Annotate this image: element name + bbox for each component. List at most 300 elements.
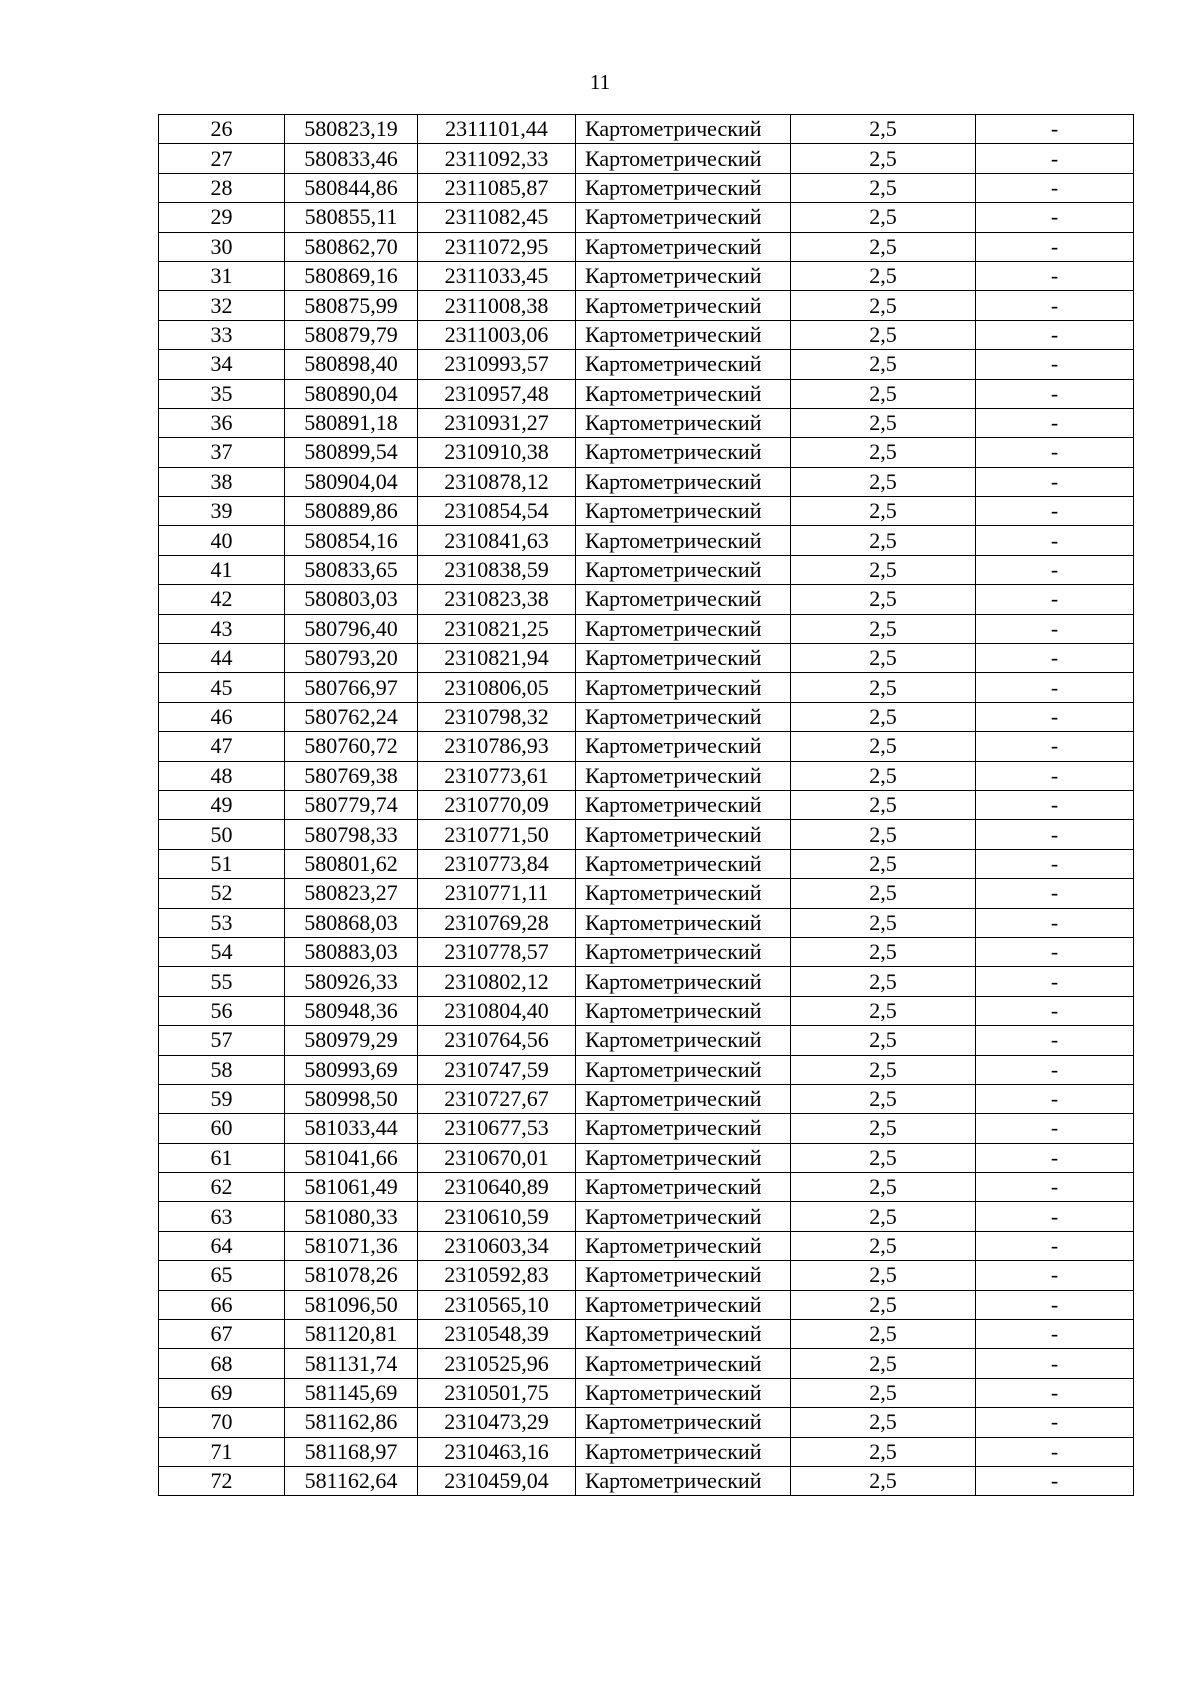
y-coordinate-cell: 2310473,29 <box>418 1408 576 1437</box>
point-number-cell: 62 <box>159 1173 285 1202</box>
x-coordinate-cell: 580899,54 <box>285 438 418 467</box>
y-coordinate-cell: 2311101,44 <box>418 115 576 144</box>
x-coordinate-cell: 580760,72 <box>285 732 418 761</box>
table-row <box>159 849 1134 878</box>
x-coordinate-cell: 580862,70 <box>285 232 418 261</box>
method-cell: Картометрический <box>576 879 791 908</box>
accuracy-cell: 2,5 <box>791 1114 976 1143</box>
point-number-cell: 26 <box>159 115 285 144</box>
x-coordinate-cell: 580769,38 <box>285 761 418 790</box>
y-coordinate-cell: 2311085,87 <box>418 173 576 202</box>
y-coordinate-cell: 2310786,93 <box>418 732 576 761</box>
method-cell: Картометрический <box>576 937 791 966</box>
x-coordinate-cell: 580854,16 <box>285 526 418 555</box>
table-row <box>159 379 1134 408</box>
x-coordinate-cell: 581162,64 <box>285 1466 418 1495</box>
accuracy-cell: 2,5 <box>791 644 976 673</box>
y-coordinate-cell: 2310773,84 <box>418 849 576 878</box>
point-number-cell: 65 <box>159 1261 285 1290</box>
point-number-cell: 59 <box>159 1084 285 1113</box>
x-coordinate-cell: 581033,44 <box>285 1114 418 1143</box>
note-cell: - <box>976 1290 1134 1319</box>
accuracy-cell: 2,5 <box>791 1084 976 1113</box>
table-row <box>159 614 1134 643</box>
table-row <box>159 790 1134 819</box>
method-cell: Картометрический <box>576 526 791 555</box>
accuracy-cell: 2,5 <box>791 115 976 144</box>
table-row <box>159 438 1134 467</box>
y-coordinate-cell: 2310727,67 <box>418 1084 576 1113</box>
point-number-cell: 40 <box>159 526 285 555</box>
y-coordinate-cell: 2310771,11 <box>418 879 576 908</box>
note-cell: - <box>976 790 1134 819</box>
point-number-cell: 30 <box>159 232 285 261</box>
accuracy-cell: 2,5 <box>791 1466 976 1495</box>
note-cell: - <box>976 1466 1134 1495</box>
point-number-cell: 64 <box>159 1231 285 1260</box>
note-cell: - <box>976 644 1134 673</box>
y-coordinate-cell: 2310764,56 <box>418 1026 576 1055</box>
y-coordinate-cell: 2310838,59 <box>418 555 576 584</box>
y-coordinate-cell: 2310677,53 <box>418 1114 576 1143</box>
y-coordinate-cell: 2310459,04 <box>418 1466 576 1495</box>
y-coordinate-cell: 2310747,59 <box>418 1055 576 1084</box>
point-number-cell: 71 <box>159 1437 285 1466</box>
x-coordinate-cell: 580762,24 <box>285 702 418 731</box>
accuracy-cell: 2,5 <box>791 232 976 261</box>
note-cell: - <box>976 144 1134 173</box>
y-coordinate-cell: 2310931,27 <box>418 408 576 437</box>
note-cell: - <box>976 1114 1134 1143</box>
point-number-cell: 46 <box>159 702 285 731</box>
accuracy-cell: 2,5 <box>791 614 976 643</box>
point-number-cell: 32 <box>159 291 285 320</box>
y-coordinate-cell: 2310548,39 <box>418 1320 576 1349</box>
point-number-cell: 55 <box>159 967 285 996</box>
point-number-cell: 37 <box>159 438 285 467</box>
table-row <box>159 996 1134 1025</box>
point-number-cell: 58 <box>159 1055 285 1084</box>
x-coordinate-cell: 580898,40 <box>285 350 418 379</box>
accuracy-cell: 2,5 <box>791 320 976 349</box>
method-cell: Картометрический <box>576 1378 791 1407</box>
note-cell: - <box>976 879 1134 908</box>
note-cell: - <box>976 203 1134 232</box>
note-cell: - <box>976 996 1134 1025</box>
table-row <box>159 1173 1134 1202</box>
y-coordinate-cell: 2310773,61 <box>418 761 576 790</box>
y-coordinate-cell: 2311008,38 <box>418 291 576 320</box>
x-coordinate-cell: 580904,04 <box>285 467 418 496</box>
method-cell: Картометрический <box>576 614 791 643</box>
table-row <box>159 555 1134 584</box>
x-coordinate-cell: 580803,03 <box>285 585 418 614</box>
accuracy-cell: 2,5 <box>791 908 976 937</box>
x-coordinate-cell: 580779,74 <box>285 790 418 819</box>
accuracy-cell: 2,5 <box>791 849 976 878</box>
accuracy-cell: 2,5 <box>791 1173 976 1202</box>
x-coordinate-cell: 580926,33 <box>285 967 418 996</box>
y-coordinate-cell: 2310821,25 <box>418 614 576 643</box>
x-coordinate-cell: 580948,36 <box>285 996 418 1025</box>
method-cell: Картометрический <box>576 849 791 878</box>
table-row <box>159 144 1134 173</box>
x-coordinate-cell: 580801,62 <box>285 849 418 878</box>
y-coordinate-cell: 2310804,40 <box>418 996 576 1025</box>
point-number-cell: 69 <box>159 1378 285 1407</box>
y-coordinate-cell: 2310769,28 <box>418 908 576 937</box>
accuracy-cell: 2,5 <box>791 937 976 966</box>
method-cell: Картометрический <box>576 379 791 408</box>
point-number-cell: 38 <box>159 467 285 496</box>
note-cell: - <box>976 614 1134 643</box>
method-cell: Картометрический <box>576 144 791 173</box>
accuracy-cell: 2,5 <box>791 1026 976 1055</box>
accuracy-cell: 2,5 <box>791 732 976 761</box>
table-row <box>159 1026 1134 1055</box>
method-cell: Картометрический <box>576 673 791 702</box>
point-number-cell: 47 <box>159 732 285 761</box>
table-row <box>159 1408 1134 1437</box>
method-cell: Картометрический <box>576 203 791 232</box>
point-number-cell: 51 <box>159 849 285 878</box>
x-coordinate-cell: 581168,97 <box>285 1437 418 1466</box>
note-cell: - <box>976 173 1134 202</box>
point-number-cell: 48 <box>159 761 285 790</box>
x-coordinate-cell: 581041,66 <box>285 1143 418 1172</box>
note-cell: - <box>976 820 1134 849</box>
accuracy-cell: 2,5 <box>791 820 976 849</box>
note-cell: - <box>976 261 1134 290</box>
x-coordinate-cell: 581071,36 <box>285 1231 418 1260</box>
note-cell: - <box>976 232 1134 261</box>
accuracy-cell: 2,5 <box>791 1408 976 1437</box>
table-row <box>159 732 1134 761</box>
y-coordinate-cell: 2310501,75 <box>418 1378 576 1407</box>
table-row <box>159 1055 1134 1084</box>
x-coordinate-cell: 580879,79 <box>285 320 418 349</box>
table-row <box>159 467 1134 496</box>
table-row <box>159 673 1134 702</box>
page-number: 11 <box>589 70 611 94</box>
accuracy-cell: 2,5 <box>791 585 976 614</box>
table-row <box>159 1261 1134 1290</box>
table-row <box>159 1114 1134 1143</box>
note-cell: - <box>976 702 1134 731</box>
table-row <box>159 115 1134 144</box>
y-coordinate-cell: 2310770,09 <box>418 790 576 819</box>
method-cell: Картометрический <box>576 115 791 144</box>
point-number-cell: 66 <box>159 1290 285 1319</box>
method-cell: Картометрический <box>576 1114 791 1143</box>
point-number-cell: 45 <box>159 673 285 702</box>
method-cell: Картометрический <box>576 1408 791 1437</box>
accuracy-cell: 2,5 <box>791 1378 976 1407</box>
point-number-cell: 68 <box>159 1349 285 1378</box>
x-coordinate-cell: 580891,18 <box>285 408 418 437</box>
method-cell: Картометрический <box>576 702 791 731</box>
method-cell: Картометрический <box>576 1437 791 1466</box>
table-row <box>159 937 1134 966</box>
point-number-cell: 35 <box>159 379 285 408</box>
accuracy-cell: 2,5 <box>791 555 976 584</box>
method-cell: Картометрический <box>576 1261 791 1290</box>
y-coordinate-cell: 2311003,06 <box>418 320 576 349</box>
accuracy-cell: 2,5 <box>791 1290 976 1319</box>
table-row <box>159 1437 1134 1466</box>
table-row <box>159 291 1134 320</box>
table-row <box>159 1378 1134 1407</box>
y-coordinate-cell: 2311033,45 <box>418 261 576 290</box>
table-row <box>159 526 1134 555</box>
x-coordinate-cell: 581096,50 <box>285 1290 418 1319</box>
x-coordinate-cell: 580875,99 <box>285 291 418 320</box>
y-coordinate-cell: 2310823,38 <box>418 585 576 614</box>
accuracy-cell: 2,5 <box>791 1143 976 1172</box>
x-coordinate-cell: 581162,86 <box>285 1408 418 1437</box>
y-coordinate-cell: 2310802,12 <box>418 967 576 996</box>
method-cell: Картометрический <box>576 408 791 437</box>
x-coordinate-cell: 581078,26 <box>285 1261 418 1290</box>
coordinates-table-body <box>159 115 1134 1496</box>
table-row <box>159 761 1134 790</box>
point-number-cell: 44 <box>159 644 285 673</box>
x-coordinate-cell: 580998,50 <box>285 1084 418 1113</box>
accuracy-cell: 2,5 <box>791 497 976 526</box>
note-cell: - <box>976 732 1134 761</box>
y-coordinate-cell: 2311072,95 <box>418 232 576 261</box>
y-coordinate-cell: 2310798,32 <box>418 702 576 731</box>
note-cell: - <box>976 1202 1134 1231</box>
method-cell: Картометрический <box>576 908 791 937</box>
x-coordinate-cell: 581145,69 <box>285 1378 418 1407</box>
point-number-cell: 53 <box>159 908 285 937</box>
note-cell: - <box>976 555 1134 584</box>
method-cell: Картометрический <box>576 291 791 320</box>
y-coordinate-cell: 2310821,94 <box>418 644 576 673</box>
point-number-cell: 39 <box>159 497 285 526</box>
note-cell: - <box>976 585 1134 614</box>
note-cell: - <box>976 1084 1134 1113</box>
note-cell: - <box>976 350 1134 379</box>
y-coordinate-cell: 2310771,50 <box>418 820 576 849</box>
point-number-cell: 33 <box>159 320 285 349</box>
point-number-cell: 29 <box>159 203 285 232</box>
point-number-cell: 57 <box>159 1026 285 1055</box>
y-coordinate-cell: 2310592,83 <box>418 1261 576 1290</box>
method-cell: Картометрический <box>576 996 791 1025</box>
x-coordinate-cell: 580833,65 <box>285 555 418 584</box>
method-cell: Картометрический <box>576 1349 791 1378</box>
accuracy-cell: 2,5 <box>791 467 976 496</box>
table-row <box>159 1290 1134 1319</box>
point-number-cell: 54 <box>159 937 285 966</box>
method-cell: Картометрический <box>576 261 791 290</box>
accuracy-cell: 2,5 <box>791 526 976 555</box>
table-row <box>159 702 1134 731</box>
table-row <box>159 820 1134 849</box>
table-row <box>159 1231 1134 1260</box>
accuracy-cell: 2,5 <box>791 1231 976 1260</box>
y-coordinate-cell: 2310910,38 <box>418 438 576 467</box>
point-number-cell: 70 <box>159 1408 285 1437</box>
accuracy-cell: 2,5 <box>791 967 976 996</box>
point-number-cell: 50 <box>159 820 285 849</box>
note-cell: - <box>976 937 1134 966</box>
x-coordinate-cell: 580844,86 <box>285 173 418 202</box>
table-row <box>159 908 1134 937</box>
accuracy-cell: 2,5 <box>791 1437 976 1466</box>
table-row <box>159 967 1134 996</box>
method-cell: Картометрический <box>576 585 791 614</box>
accuracy-cell: 2,5 <box>791 203 976 232</box>
y-coordinate-cell: 2311092,33 <box>418 144 576 173</box>
note-cell: - <box>976 1173 1134 1202</box>
accuracy-cell: 2,5 <box>791 173 976 202</box>
note-cell: - <box>976 1026 1134 1055</box>
note-cell: - <box>976 1261 1134 1290</box>
table-row <box>159 232 1134 261</box>
accuracy-cell: 2,5 <box>791 1320 976 1349</box>
table-row <box>159 644 1134 673</box>
point-number-cell: 52 <box>159 879 285 908</box>
method-cell: Картометрический <box>576 232 791 261</box>
x-coordinate-cell: 580868,03 <box>285 908 418 937</box>
method-cell: Картометрический <box>576 1084 791 1113</box>
x-coordinate-cell: 581080,33 <box>285 1202 418 1231</box>
method-cell: Картометрический <box>576 1290 791 1319</box>
method-cell: Картометрический <box>576 1055 791 1084</box>
point-number-cell: 56 <box>159 996 285 1025</box>
x-coordinate-cell: 580993,69 <box>285 1055 418 1084</box>
table-row <box>159 408 1134 437</box>
note-cell: - <box>976 1378 1134 1407</box>
point-number-cell: 27 <box>159 144 285 173</box>
table-row <box>159 350 1134 379</box>
x-coordinate-cell: 580798,33 <box>285 820 418 849</box>
accuracy-cell: 2,5 <box>791 291 976 320</box>
accuracy-cell: 2,5 <box>791 996 976 1025</box>
method-cell: Картометрический <box>576 1202 791 1231</box>
note-cell: - <box>976 1231 1134 1260</box>
x-coordinate-cell: 580823,27 <box>285 879 418 908</box>
table-row <box>159 203 1134 232</box>
coordinates-table <box>158 114 1134 1496</box>
method-cell: Картометрический <box>576 497 791 526</box>
accuracy-cell: 2,5 <box>791 1349 976 1378</box>
method-cell: Картометрический <box>576 555 791 584</box>
y-coordinate-cell: 2310806,05 <box>418 673 576 702</box>
method-cell: Картометрический <box>576 1143 791 1172</box>
x-coordinate-cell: 580979,29 <box>285 1026 418 1055</box>
x-coordinate-cell: 581120,81 <box>285 1320 418 1349</box>
table-row <box>159 1143 1134 1172</box>
point-number-cell: 28 <box>159 173 285 202</box>
method-cell: Картометрический <box>576 1231 791 1260</box>
note-cell: - <box>976 320 1134 349</box>
method-cell: Картометрический <box>576 1026 791 1055</box>
accuracy-cell: 2,5 <box>791 408 976 437</box>
point-number-cell: 60 <box>159 1114 285 1143</box>
y-coordinate-cell: 2310463,16 <box>418 1437 576 1466</box>
note-cell: - <box>976 467 1134 496</box>
table-row <box>159 261 1134 290</box>
x-coordinate-cell: 580833,46 <box>285 144 418 173</box>
point-number-cell: 34 <box>159 350 285 379</box>
x-coordinate-cell: 580889,86 <box>285 497 418 526</box>
note-cell: - <box>976 1408 1134 1437</box>
x-coordinate-cell: 580869,16 <box>285 261 418 290</box>
method-cell: Картометрический <box>576 320 791 349</box>
accuracy-cell: 2,5 <box>791 761 976 790</box>
accuracy-cell: 2,5 <box>791 1055 976 1084</box>
note-cell: - <box>976 379 1134 408</box>
accuracy-cell: 2,5 <box>791 350 976 379</box>
table-row <box>159 173 1134 202</box>
note-cell: - <box>976 1055 1134 1084</box>
method-cell: Картометрический <box>576 644 791 673</box>
method-cell: Картометрический <box>576 967 791 996</box>
method-cell: Картометрический <box>576 732 791 761</box>
y-coordinate-cell: 2311082,45 <box>418 203 576 232</box>
note-cell: - <box>976 673 1134 702</box>
point-number-cell: 72 <box>159 1466 285 1495</box>
note-cell: - <box>976 1349 1134 1378</box>
point-number-cell: 43 <box>159 614 285 643</box>
y-coordinate-cell: 2310878,12 <box>418 467 576 496</box>
point-number-cell: 49 <box>159 790 285 819</box>
accuracy-cell: 2,5 <box>791 261 976 290</box>
accuracy-cell: 2,5 <box>791 879 976 908</box>
y-coordinate-cell: 2310565,10 <box>418 1290 576 1319</box>
accuracy-cell: 2,5 <box>791 790 976 819</box>
y-coordinate-cell: 2310525,96 <box>418 1349 576 1378</box>
note-cell: - <box>976 908 1134 937</box>
y-coordinate-cell: 2310841,63 <box>418 526 576 555</box>
y-coordinate-cell: 2310854,54 <box>418 497 576 526</box>
note-cell: - <box>976 967 1134 996</box>
y-coordinate-cell: 2310603,34 <box>418 1231 576 1260</box>
x-coordinate-cell: 580796,40 <box>285 614 418 643</box>
accuracy-cell: 2,5 <box>791 1261 976 1290</box>
point-number-cell: 63 <box>159 1202 285 1231</box>
x-coordinate-cell: 581061,49 <box>285 1173 418 1202</box>
method-cell: Картометрический <box>576 173 791 202</box>
method-cell: Картометрический <box>576 1320 791 1349</box>
accuracy-cell: 2,5 <box>791 702 976 731</box>
x-coordinate-cell: 580823,19 <box>285 115 418 144</box>
point-number-cell: 31 <box>159 261 285 290</box>
accuracy-cell: 2,5 <box>791 673 976 702</box>
x-coordinate-cell: 580793,20 <box>285 644 418 673</box>
y-coordinate-cell: 2310670,01 <box>418 1143 576 1172</box>
point-number-cell: 36 <box>159 408 285 437</box>
method-cell: Картометрический <box>576 1173 791 1202</box>
accuracy-cell: 2,5 <box>791 438 976 467</box>
y-coordinate-cell: 2310640,89 <box>418 1173 576 1202</box>
note-cell: - <box>976 408 1134 437</box>
table-row <box>159 320 1134 349</box>
x-coordinate-cell: 580890,04 <box>285 379 418 408</box>
y-coordinate-cell: 2310778,57 <box>418 937 576 966</box>
note-cell: - <box>976 291 1134 320</box>
note-cell: - <box>976 1320 1134 1349</box>
point-number-cell: 41 <box>159 555 285 584</box>
x-coordinate-cell: 580766,97 <box>285 673 418 702</box>
method-cell: Картометрический <box>576 820 791 849</box>
table-row <box>159 1349 1134 1378</box>
method-cell: Картометрический <box>576 438 791 467</box>
